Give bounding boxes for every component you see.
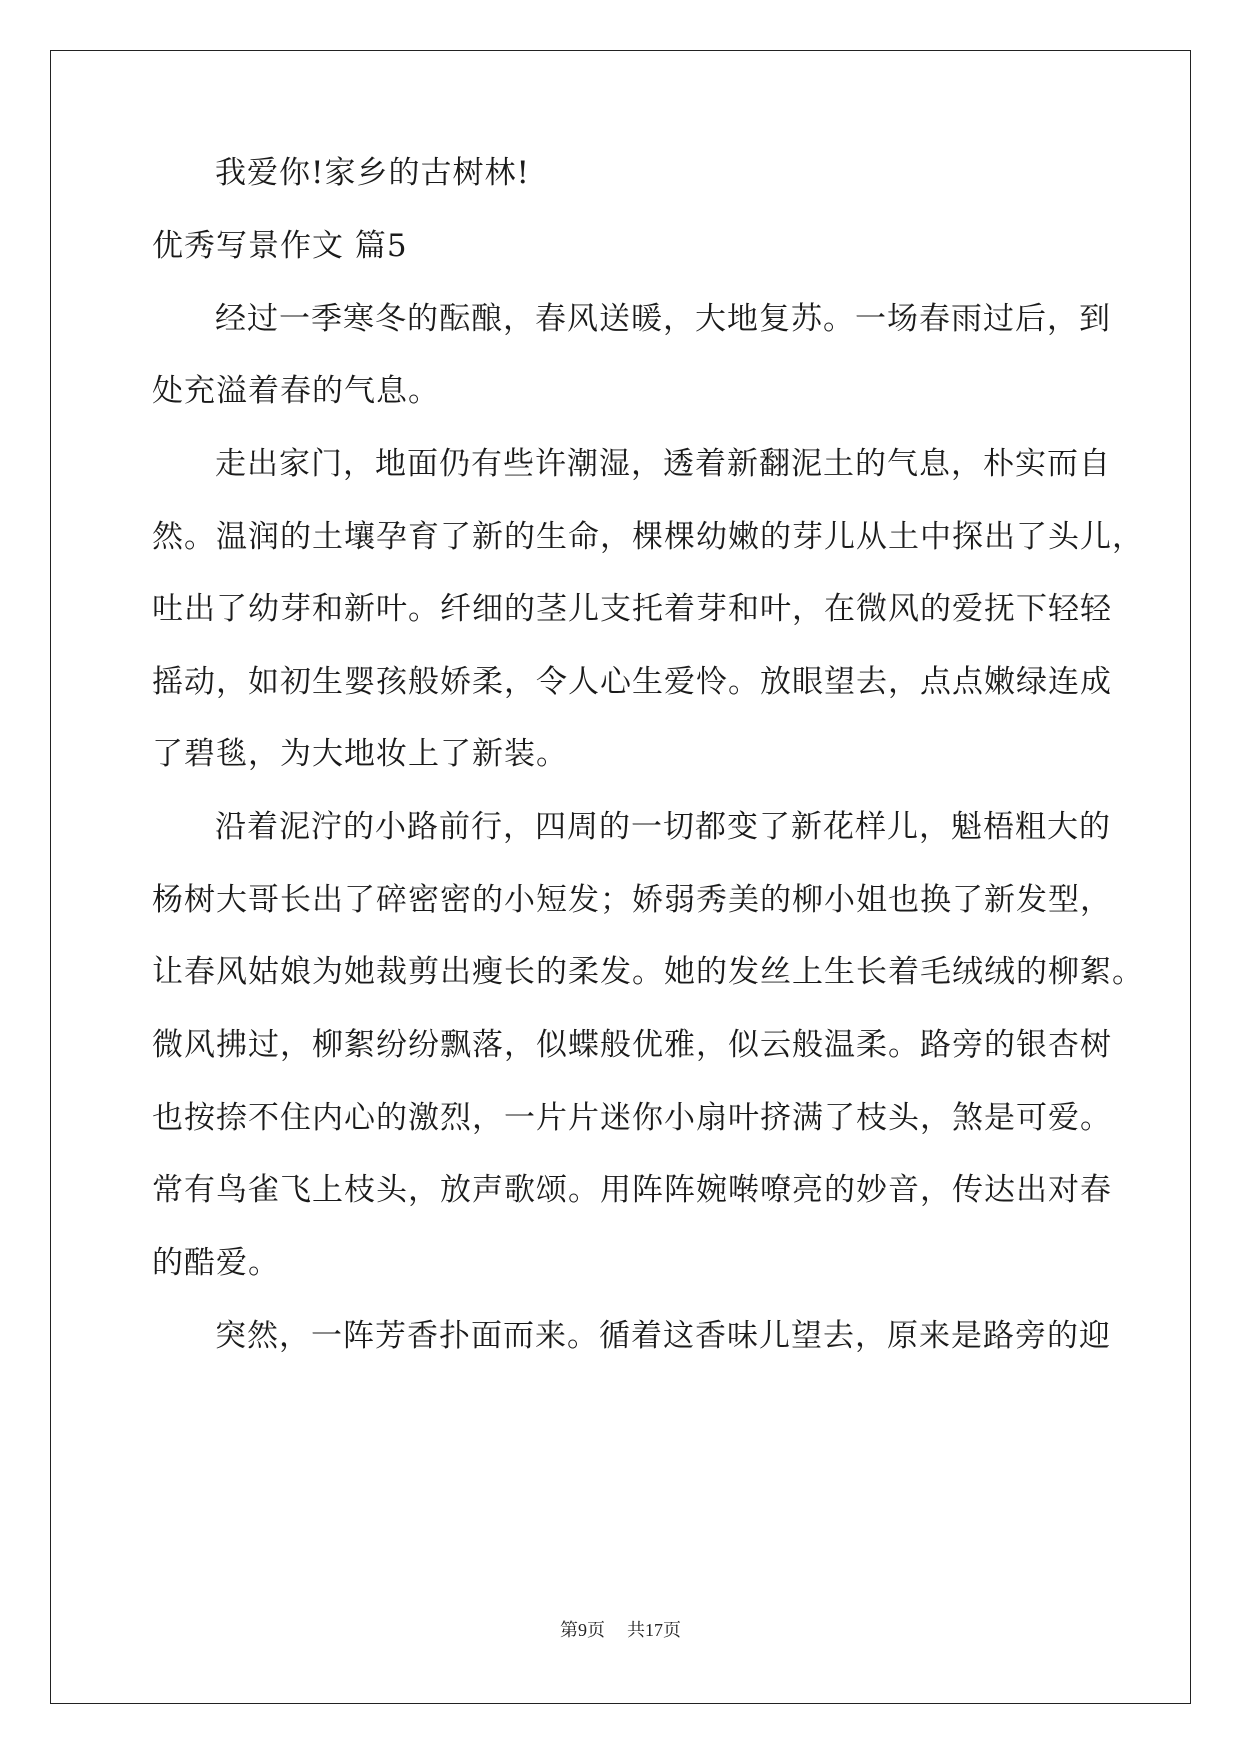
paragraph-line: 吐出了幼芽和新叶。纤细的茎儿支托着芽和叶，在微风的爱抚下轻轻 xyxy=(152,591,1112,627)
paragraph-line: 经过一季寒冬的酝酿，春风送暖，大地复苏。一场春雨过后，到 xyxy=(215,301,1111,337)
paragraph-line: 然。温润的土壤孕育了新的生命，棵棵幼嫩的芽儿从土中探出了头儿， xyxy=(152,519,1144,555)
paragraph-line: 走出家门，地面仍有些许潮湿，透着新翻泥土的气息，朴实而自 xyxy=(215,446,1111,482)
paragraph-line: 的酷爱。 xyxy=(152,1245,280,1281)
section-heading: 优秀写景作文 篇5 xyxy=(152,228,408,264)
page-total: 共17页 xyxy=(627,1620,681,1640)
paragraph-line: 摇动，如初生婴孩般娇柔，令人心生爱怜。放眼望去，点点嫩绿连成 xyxy=(152,664,1112,700)
page-footer xyxy=(0,1618,1241,1642)
paragraph-line: 让春风姑娘为她裁剪出瘦长的柔发。她的发丝上生长着毛绒绒的柳絮。 xyxy=(152,954,1144,990)
paragraph-line: 了碧毯，为大地妆上了新装。 xyxy=(152,736,568,772)
paragraph-line: 沿着泥泞的小路前行，四周的一切都变了新花样儿，魁梧粗大的 xyxy=(215,809,1111,845)
paragraph-line: 我爱你!家乡的古树林! xyxy=(215,155,530,191)
paragraph-line: 微风拂过，柳絮纷纷飘落，似蝶般优雅，似云般温柔。路旁的银杏树 xyxy=(152,1027,1112,1063)
page-number: 第9页 xyxy=(560,1620,605,1640)
paragraph-line: 常有鸟雀飞上枝头，放声歌颂。用阵阵婉啭嘹亮的妙音，传达出对春 xyxy=(152,1172,1112,1208)
paragraph-line: 突然，一阵芳香扑面而来。循着这香味儿望去，原来是路旁的迎 xyxy=(215,1318,1111,1354)
paragraph-line: 杨树大哥长出了碎密密的小短发；娇弱秀美的柳小姐也换了新发型， xyxy=(152,882,1112,918)
paragraph-line: 处充溢着春的气息。 xyxy=(152,373,440,409)
paragraph-line: 也按捺不住内心的激烈，一片片迷你小扇叶挤满了枝头，煞是可爱。 xyxy=(152,1100,1112,1136)
